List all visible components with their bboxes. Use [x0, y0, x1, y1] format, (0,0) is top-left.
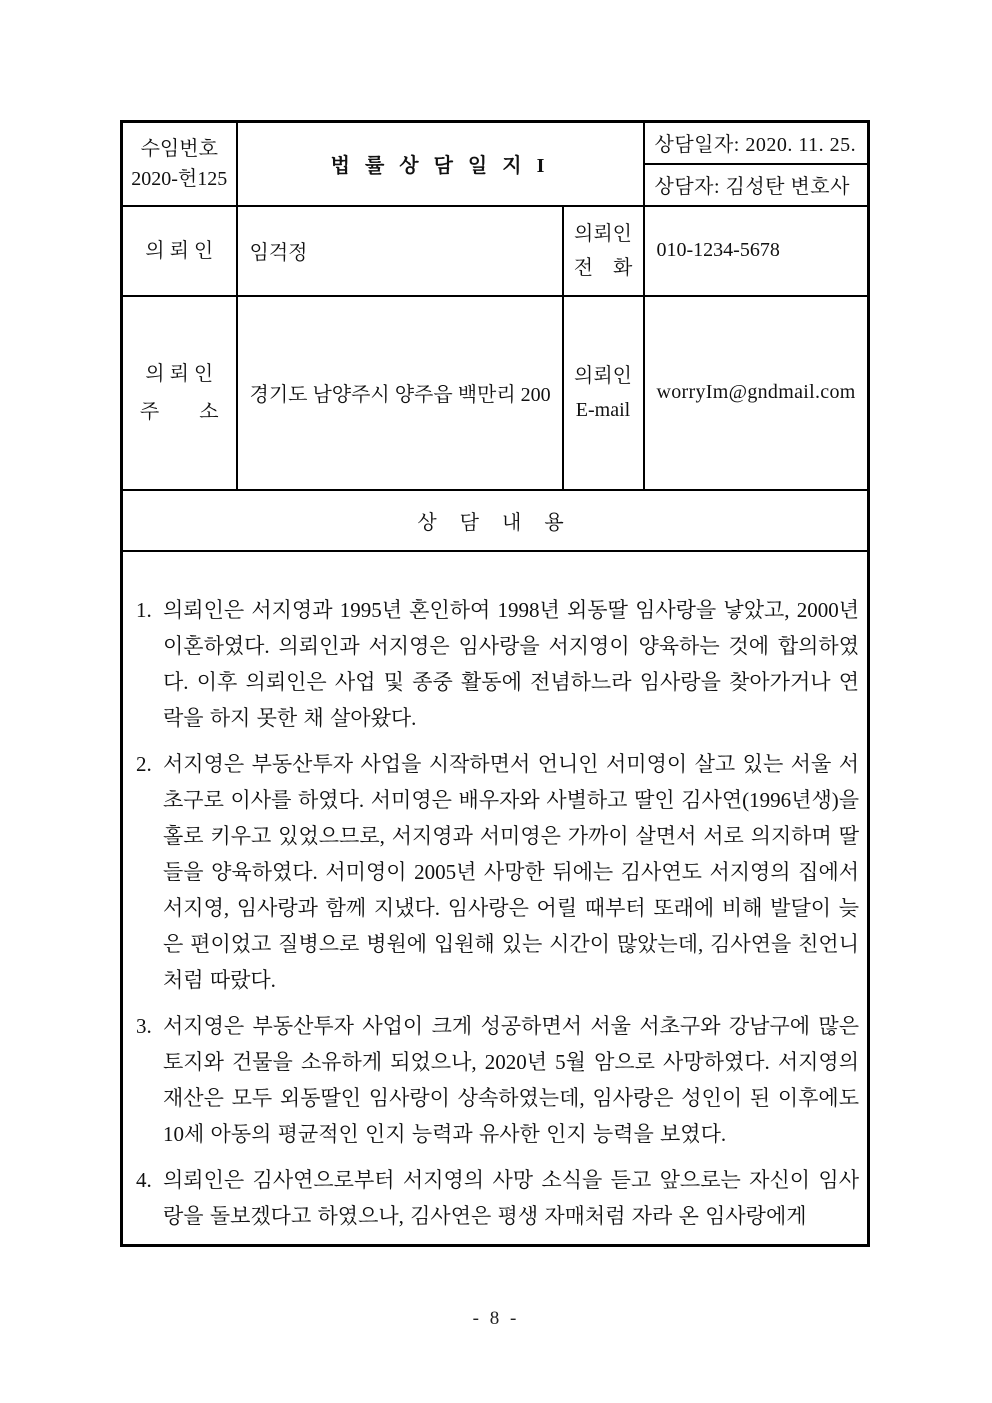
- consultant-name: 상담자: 김성탄 변호사: [654, 176, 850, 198]
- document-title: 법 률 상 담 일 지 I: [330, 155, 550, 178]
- client-name-cell: [237, 206, 563, 296]
- case-number-label: 수임번호: [140, 137, 218, 160]
- consult-date: 상담일자: 2020. 11. 25.: [654, 134, 857, 157]
- consult-date-cell: [644, 122, 869, 164]
- item-2-number: 2.: [136, 751, 152, 776]
- consultant-cell: [644, 164, 869, 206]
- case-number-value: 2020-헌125: [131, 167, 228, 190]
- case-number-cell: [122, 122, 237, 206]
- item-2-text: 서지영은 부동산투자 사업을 시작하면서 언니인 서미영이 살고 있는 서울 서초구로 이사를 하였다. 서미영은 배우자와 사별하고 딸인 김사연(1996년생)을 홀로 키우고 있었으므로, 서지영과 서미영은 가까이 살면서 서로 의지하며 딸들을 양육하였다. 서미영이 2005년 사망한 뒤에는 김사연도 서지영의 집에서 서지영, 임사랑과 함께 지냈다. 임사랑은 어릴 때부터 또래에 비해 발달이 늦은 편이었고 질병으로 병원에 입원해 있는 시간이 많았는데, 김사연을 친언니처럼 따랐다.: [163, 751, 860, 992]
- client-email-cell: [644, 296, 869, 490]
- client-address-label-line1: 의 뢰 인: [145, 362, 214, 385]
- client-email-label-line2: E-mail: [575, 398, 631, 421]
- content-item-1: [133, 592, 859, 736]
- client-name-label-cell: [122, 206, 237, 296]
- item-3-text: 서지영은 부동산투자 사업이 크게 성공하면서 서울 서초구와 강남구에 많은 토지와 건물을 소유하게 되었으나, 2020년 5월 암으로 사망하였다. 서지영의 재산은 모두 외동딸인 임사랑이 상속하였는데, 임사랑은 성인이 된 이후에도 10세 아동의 평균적인 인지 능력과 유사한 인지 능력을 보였다.: [163, 1013, 860, 1146]
- client-phone-label-cell: [563, 206, 644, 296]
- content-item-3: [133, 1008, 859, 1152]
- client-address-label-line2: 주 소: [139, 400, 219, 423]
- client-email-label-cell: [563, 296, 644, 490]
- consultation-content-cell: [122, 551, 869, 1246]
- item-4-text: 의뢰인은 김사연으로부터 서지영의 사망 소식을 듣고 앞으로는 자신이 임사랑을 돌보겠다고 하였으나, 김사연은 평생 자매처럼 자라 온 임사랑에게: [163, 1167, 860, 1228]
- item-4-number: 4.: [136, 1167, 152, 1192]
- client-phone-label-line1: 의뢰인: [574, 222, 632, 245]
- client-address-value: 경기도 남양주시 양주읍 백만리 200: [249, 384, 551, 406]
- client-phone-value: 010-1234-5678: [656, 239, 780, 261]
- client-phone-label-line2: 전 화: [573, 256, 633, 279]
- client-email-value: worryIm@gndmail.com: [656, 381, 856, 403]
- document-title-cell: [237, 122, 644, 206]
- page-number: - 8 -: [472, 1308, 520, 1329]
- client-email-label-line1: 의뢰인: [574, 364, 632, 387]
- client-address-label-cell: [122, 296, 237, 490]
- client-phone-cell: [644, 206, 869, 296]
- content-item-4: [133, 1162, 859, 1234]
- consultation-form-table: [120, 120, 870, 1247]
- item-1-text: 의뢰인은 서지영과 1995년 혼인하여 1998년 외동딸 임사랑을 낳았고, 2000년 이혼하였다. 의뢰인과 서지영은 임사랑을 서지영이 양육하는 것에 합의하였다. 이후 의뢰인은 사업 및 종중 활동에 전념하느라 임사랑을 찾아가거나 연락을 하지 못한 채 살아왔다.: [163, 597, 860, 730]
- section-title: 상 담 내 용: [417, 511, 573, 534]
- item-3-number: 3.: [136, 1013, 152, 1038]
- client-name-label: 의 뢰 인: [145, 239, 214, 262]
- section-title-cell: [122, 490, 869, 551]
- content-item-2: [133, 746, 859, 998]
- client-name-value: 임걱정: [249, 242, 308, 264]
- item-1-number: 1.: [136, 597, 152, 622]
- client-address-cell: [237, 296, 563, 490]
